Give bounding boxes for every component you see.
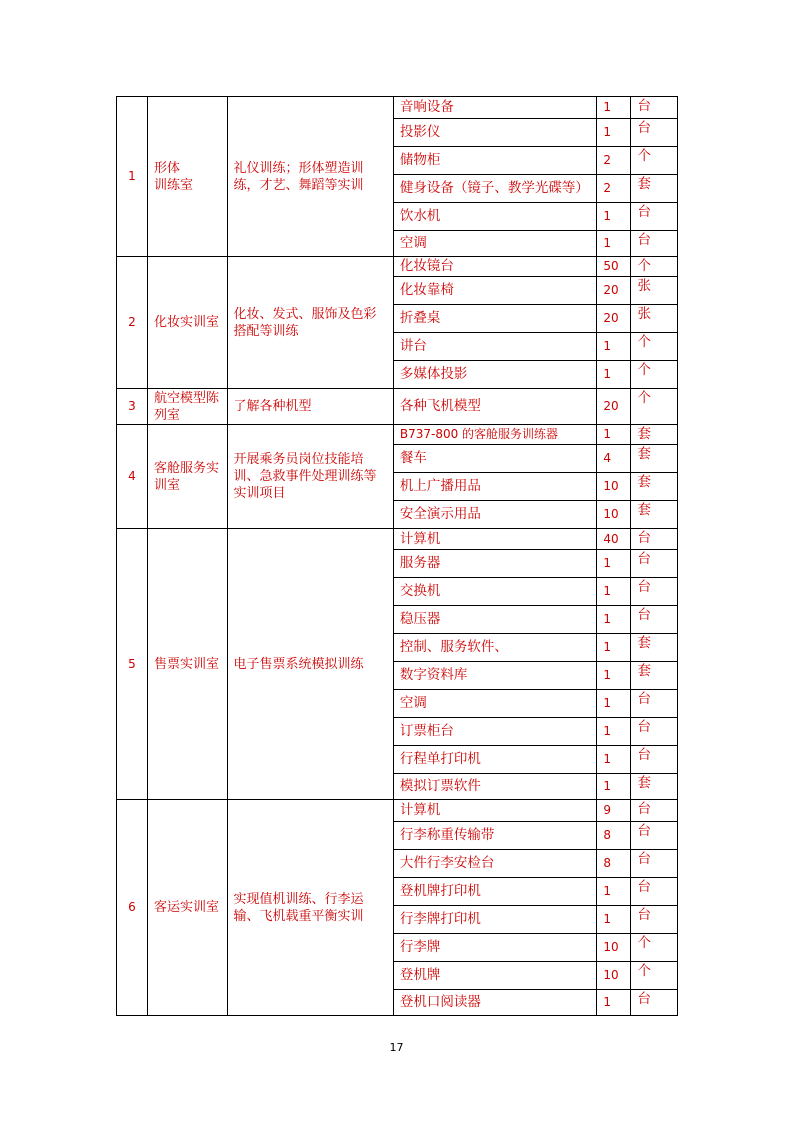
equipment-unit: 台 (631, 690, 678, 718)
equipment-quantity: 20 (597, 389, 631, 425)
equipment-name: 登机口阅读器 (393, 990, 597, 1016)
equipment-unit: 个 (631, 257, 678, 277)
equipment-unit: 台 (631, 878, 678, 906)
training-room-table (116, 96, 678, 1016)
equipment-quantity: 1 (597, 333, 631, 361)
equipment-unit: 台 (631, 718, 678, 746)
equipment-quantity: 2 (597, 147, 631, 175)
equipment-quantity: 4 (597, 445, 631, 473)
training-content: 化妆、发式、服饰及色彩搭配等训练 (227, 257, 393, 389)
equipment-unit: 台 (631, 231, 678, 257)
equipment-name: 音响设备 (393, 97, 597, 119)
equipment-name: 储物柜 (393, 147, 597, 175)
equipment-name: B737-800 的客舱服务训练器 (393, 425, 597, 445)
equipment-unit: 个 (631, 389, 678, 425)
table-row (117, 97, 678, 119)
room-number: 4 (117, 425, 148, 529)
equipment-name: 模拟订票软件 (393, 774, 597, 800)
equipment-quantity: 1 (597, 550, 631, 578)
room-name: 形体 训练室 (147, 97, 227, 257)
room-name: 客舱服务实训室 (147, 425, 227, 529)
equipment-unit: 套 (631, 175, 678, 203)
equipment-name: 数字资料库 (393, 662, 597, 690)
equipment-name: 行李牌打印机 (393, 906, 597, 934)
equipment-quantity: 10 (597, 962, 631, 990)
equipment-name: 登机牌打印机 (393, 878, 597, 906)
equipment-unit: 套 (631, 634, 678, 662)
training-content: 实现值机训练、行李运输、飞机载重平衡实训 (227, 800, 393, 1016)
equipment-unit: 个 (631, 147, 678, 175)
equipment-name: 多媒体投影 (393, 361, 597, 389)
equipment-unit: 个 (631, 361, 678, 389)
room-number: 3 (117, 389, 148, 425)
equipment-quantity: 10 (597, 934, 631, 962)
training-content: 开展乘务员岗位技能培训、急救事件处理训练等实训项目 (227, 425, 393, 529)
table-row (117, 425, 678, 445)
room-name: 航空模型陈列室 (147, 389, 227, 425)
equipment-name: 各种飞机模型 (393, 389, 597, 425)
equipment-quantity: 9 (597, 800, 631, 822)
equipment-quantity: 1 (597, 774, 631, 800)
equipment-name: 空调 (393, 690, 597, 718)
equipment-name: 行李称重传输带 (393, 822, 597, 850)
table-row (117, 257, 678, 277)
equipment-unit: 套 (631, 473, 678, 501)
equipment-name: 控制、服务软件、 (393, 634, 597, 662)
equipment-quantity: 1 (597, 203, 631, 231)
room-number: 1 (117, 97, 148, 257)
table-row (117, 529, 678, 550)
equipment-quantity: 20 (597, 277, 631, 305)
equipment-quantity: 1 (597, 425, 631, 445)
equipment-quantity: 1 (597, 906, 631, 934)
equipment-unit: 套 (631, 774, 678, 800)
room-name: 化妆实训室 (147, 257, 227, 389)
equipment-unit: 张 (631, 277, 678, 305)
equipment-unit: 台 (631, 850, 678, 878)
equipment-unit: 台 (631, 119, 678, 147)
training-content: 礼仪训练；形体塑造训练，才艺、舞蹈等实训 (227, 97, 393, 257)
equipment-quantity: 1 (597, 578, 631, 606)
equipment-quantity: 10 (597, 501, 631, 529)
equipment-unit: 台 (631, 203, 678, 231)
equipment-name: 大件行李安检台 (393, 850, 597, 878)
equipment-unit: 套 (631, 445, 678, 473)
equipment-name: 健身设备（镜子、教学光碟等） (393, 175, 597, 203)
equipment-quantity: 1 (597, 690, 631, 718)
equipment-unit: 台 (631, 822, 678, 850)
equipment-name: 饮水机 (393, 203, 597, 231)
equipment-name: 化妆靠椅 (393, 277, 597, 305)
equipment-quantity: 1 (597, 119, 631, 147)
equipment-name: 计算机 (393, 800, 597, 822)
table-row (117, 389, 678, 425)
equipment-quantity: 8 (597, 822, 631, 850)
equipment-unit: 张 (631, 305, 678, 333)
equipment-unit: 台 (631, 550, 678, 578)
room-number: 5 (117, 529, 148, 800)
equipment-unit: 个 (631, 333, 678, 361)
equipment-quantity: 1 (597, 878, 631, 906)
equipment-unit: 台 (631, 97, 678, 119)
equipment-unit: 台 (631, 529, 678, 550)
equipment-quantity: 1 (597, 361, 631, 389)
equipment-unit: 台 (631, 800, 678, 822)
equipment-unit: 台 (631, 990, 678, 1016)
equipment-quantity: 1 (597, 231, 631, 257)
equipment-quantity: 1 (597, 97, 631, 119)
equipment-unit: 个 (631, 934, 678, 962)
room-number: 2 (117, 257, 148, 389)
equipment-unit: 套 (631, 662, 678, 690)
equipment-quantity: 10 (597, 473, 631, 501)
equipment-name: 安全演示用品 (393, 501, 597, 529)
equipment-quantity: 1 (597, 746, 631, 774)
training-content: 电子售票系统模拟训练 (227, 529, 393, 800)
equipment-name: 折叠桌 (393, 305, 597, 333)
page-number: 17 (389, 1041, 404, 1054)
equipment-quantity: 2 (597, 175, 631, 203)
room-name: 客运实训室 (147, 800, 227, 1016)
equipment-name: 订票柜台 (393, 718, 597, 746)
equipment-quantity: 20 (597, 305, 631, 333)
equipment-name: 讲台 (393, 333, 597, 361)
equipment-name: 投影仪 (393, 119, 597, 147)
equipment-name: 行程单打印机 (393, 746, 597, 774)
equipment-name: 行李牌 (393, 934, 597, 962)
equipment-table (116, 96, 678, 1016)
equipment-unit: 台 (631, 606, 678, 634)
equipment-quantity: 1 (597, 634, 631, 662)
room-name: 售票实训室 (147, 529, 227, 800)
equipment-name: 服务器 (393, 550, 597, 578)
equipment-quantity: 40 (597, 529, 631, 550)
room-number: 6 (117, 800, 148, 1016)
equipment-name: 化妆镜台 (393, 257, 597, 277)
equipment-unit: 套 (631, 501, 678, 529)
equipment-quantity: 1 (597, 990, 631, 1016)
equipment-quantity: 50 (597, 257, 631, 277)
equipment-quantity: 8 (597, 850, 631, 878)
table-row (117, 800, 678, 822)
equipment-quantity: 1 (597, 662, 631, 690)
equipment-name: 空调 (393, 231, 597, 257)
equipment-name: 计算机 (393, 529, 597, 550)
equipment-unit: 台 (631, 578, 678, 606)
training-content: 了解各种机型 (227, 389, 393, 425)
equipment-unit: 台 (631, 746, 678, 774)
equipment-name: 机上广播用品 (393, 473, 597, 501)
equipment-unit: 个 (631, 962, 678, 990)
equipment-name: 稳压器 (393, 606, 597, 634)
equipment-quantity: 1 (597, 718, 631, 746)
equipment-unit: 台 (631, 906, 678, 934)
equipment-name: 交换机 (393, 578, 597, 606)
equipment-name: 登机牌 (393, 962, 597, 990)
equipment-quantity: 1 (597, 606, 631, 634)
equipment-name: 餐车 (393, 445, 597, 473)
equipment-unit: 套 (631, 425, 678, 445)
